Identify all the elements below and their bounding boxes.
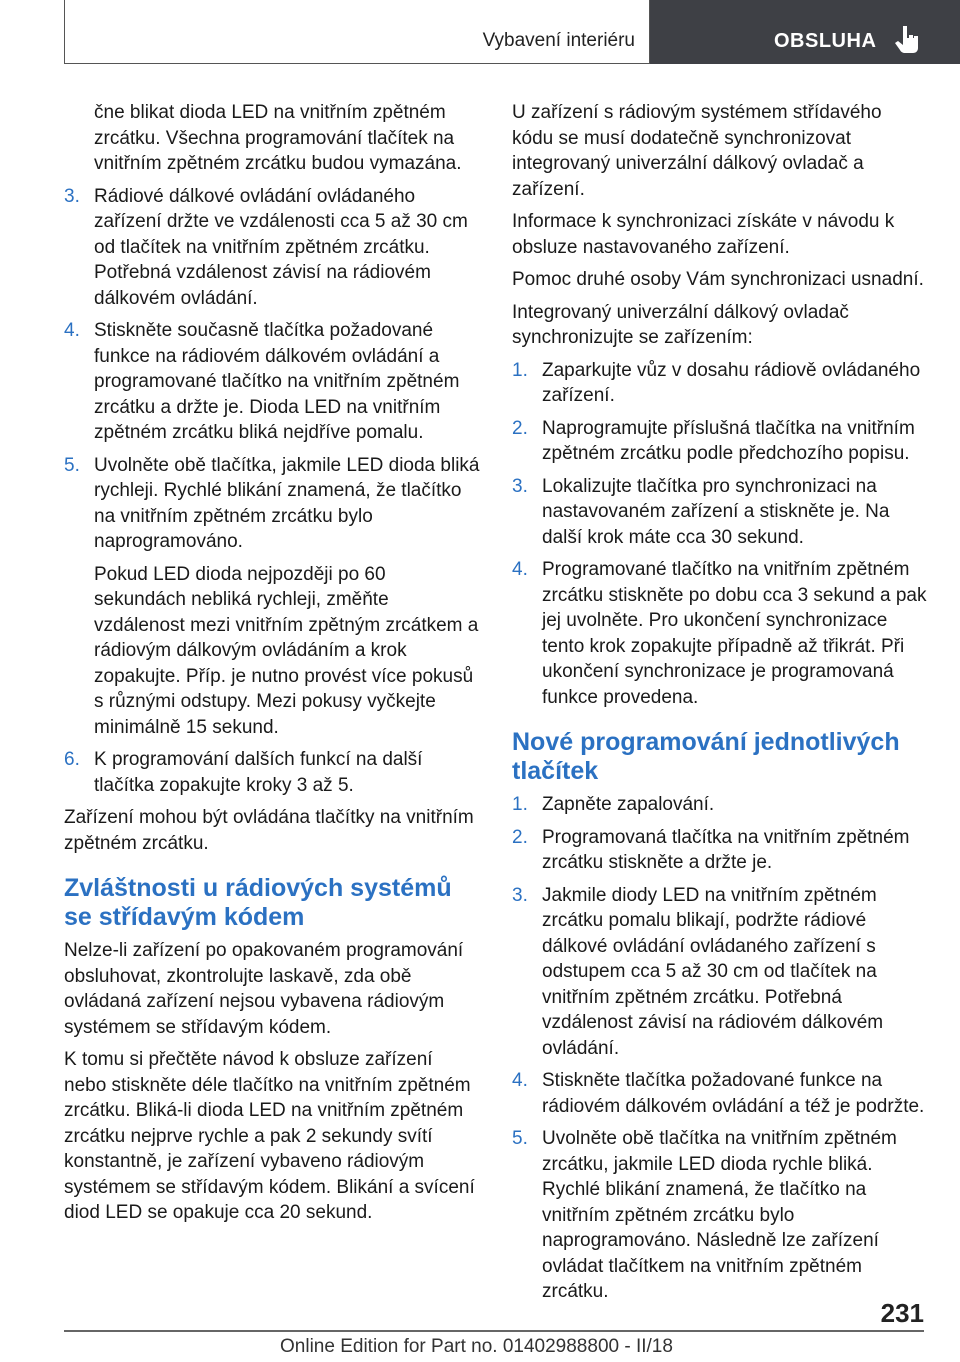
section-title: Vybavení interiéru [482,30,635,51]
paragraph: K tomu si přečtěte návod k obsluze zařízení nebo stiskněte déle tlačítko na vnitřním zpětném zrcátku. Bliká-li dioda LED na vnitřním zpětném zrcátku nejprve rychle a pak 2 sekundy svítí konstantně, je zařízení vybaveno rádiovým systémem se střídavým kódem. Blikání a svícení diod LED se opakuje cca 20 sekund. [64,1049,475,1223]
list-item [512,358,928,409]
paragraph: Informace k synchronizaci získáte v návodu k obsluze nastavovaného zařízení. [512,211,895,258]
left-column [64,100,480,1233]
list-item [512,1068,928,1119]
list-item [64,184,480,312]
section-tab [64,0,650,64]
pointing-hand-icon [894,24,922,54]
step-text: Lokalizujte tlačítka pro synchronizaci na nastavovaném zařízení a stiskněte je. Na další krok máte cca 30 sekund. [542,475,890,548]
list-item [64,318,480,446]
paragraph: Pomoc druhé osoby Vám synchronizaci usnadní. [512,269,924,290]
step-number: 2. [512,826,528,848]
step-number: 4. [512,1070,528,1091]
step-note: Pokud LED dioda nejpozději po 60 sekundách nebliká rychleji, změňte vzdálenost mezi vnitřním zpětným zrcátkem a rádiovým dálkovým ovládáním a krok zopakujte. Příp. je nutno provést více pokusů s různými odstupy. Mezi pokusy vyčkejte minimálně 15 sekund. [94,563,479,738]
step-text: Zaparkujte vůz v dosahu rádiově ovládaného zařízení. [542,359,921,406]
step-number: 2. [512,417,528,439]
step-number: 3. [512,475,528,497]
step-text: Uvolněte obě tlačítka na vnitřním zpětném zrcátku, jakmile LED dioda rychle bliká. Rychlé blikání znamená, že tlačítko na vnitřním zpětném zrcátku bylo naprogramováno. Následně lze zařízení ovládat tlačítkem na vnitřním zpětném zrcátku. [542,1128,897,1302]
footer-divider [64,1330,924,1332]
step-text: Rádiové dálkové ovládání ovládaného zařízení držte ve vzdálenosti cca 5 až 30 cm od tlačítek na vnitřním zpětném zrcátku. Potřebná vzdálenost závisí na rádiovém dálkovém ovládání. [94,185,468,309]
right-column [512,100,928,1312]
list-item [512,883,928,1062]
section-heading: Zvláštnosti u rádiových systémů se střídavým kódem [64,874,452,931]
step-text: K programování dalších funkcí na další tlačítka zopakujte kroky 3 až 5. [94,749,423,796]
step-text: Naprogramujte příslušná tlačítka na vnitřním zpětném zrcátku podle předchozího popisu. [542,417,915,464]
list-item [512,416,928,467]
step-text: Zapněte zapalování. [542,794,715,815]
list-item [512,557,928,710]
list-item [512,825,928,876]
chapter-title: OBSLUHA [774,30,877,52]
step-number: 5. [64,454,80,476]
step-number: 6. [64,749,80,770]
step-number: 3. [64,185,80,207]
paragraph: Zařízení mohou být ovládána tlačítky na vnitřním zpětném zrcátku. [64,807,474,854]
step-number: 4. [512,559,528,580]
step-text: Programovaná tlačítka na vnitřním zpětném zrcátku stiskněte a držte je. [542,826,910,873]
page-header [0,0,960,66]
step-text: Stiskněte tlačítka požadované funkce na rádiovém dálkovém ovládání a též je podržte. [542,1070,925,1117]
paragraph: Integrovaný univerzální dálkový ovladač synchronizujte se zařízením: [512,301,849,348]
list-item [512,474,928,551]
list-item [64,747,480,798]
paragraph: U zařízení s rádiovým systémem střídavého kódu se musí dodatečně synchronizovat integrovaný univerzální dálkový ovladač a zařízení. [512,102,882,200]
step-number: 1. [512,794,528,815]
step-number: 1. [512,359,528,381]
edition-note: Online Edition for Part no. 01402988800 - II/18 [280,1336,673,1357]
step-text: Programované tlačítko na vnitřním zpětném zrcátku stiskněte po dobu cca 3 sekund a pak jej uvolněte. Pro ukončení synchronizace tento krok zopakujte případně až třikrát. Při ukončení synchronizace je programovaná funkce provedena. [542,559,927,708]
list-item [512,792,928,818]
step-text: Uvolněte obě tlačítka, jakmile LED dioda bliká rychleji. Rychlé blikání znamená, že tlačítko na vnitřním zpětném zrcátku bylo naprogramováno. [94,454,480,552]
page-number: 231 [880,1298,924,1328]
intro-text: čne blikat dioda LED na vnitřním zpětném zrcátku. Všechna programování tlačítek na vnitřním zpětném zrcátku budou vymazána. [94,102,462,174]
step-number: 5. [512,1128,528,1149]
step-text: Jakmile diody LED na vnitřním zpětném zrcátku pomalu blikají, podržte rádiové dálkové ovládání ovládaného zařízení s odstupem cca 5 až 30 cm od tlačítek na vnitřním zpětném zrcátku. Potřebná vzdálenost závisí na rádiovém dálkovém ovládání. [542,884,884,1059]
paragraph: Nelze-li zařízení po opakovaném programování obsluhovat, zkontrolujte laskavě, zda obě ovládaná zařízení nejsou vybavena rádiovým systémem se střídavým kódem. [64,940,464,1038]
list-item [64,453,480,555]
step-number: 3. [512,884,528,906]
step-text: Stiskněte současně tlačítka požadované funkce na rádiovém dálkovém ovládání a programované tlačítko na vnitřním zpětném zrcátku a držte je. Dioda LED na vnitřním zpětném zrcátku bliká nejdříve pomalu. [94,320,460,443]
section-heading: Nové programování jednotlivých tlačítek [512,728,900,785]
list-item [512,1126,928,1305]
step-number: 4. [64,320,80,341]
